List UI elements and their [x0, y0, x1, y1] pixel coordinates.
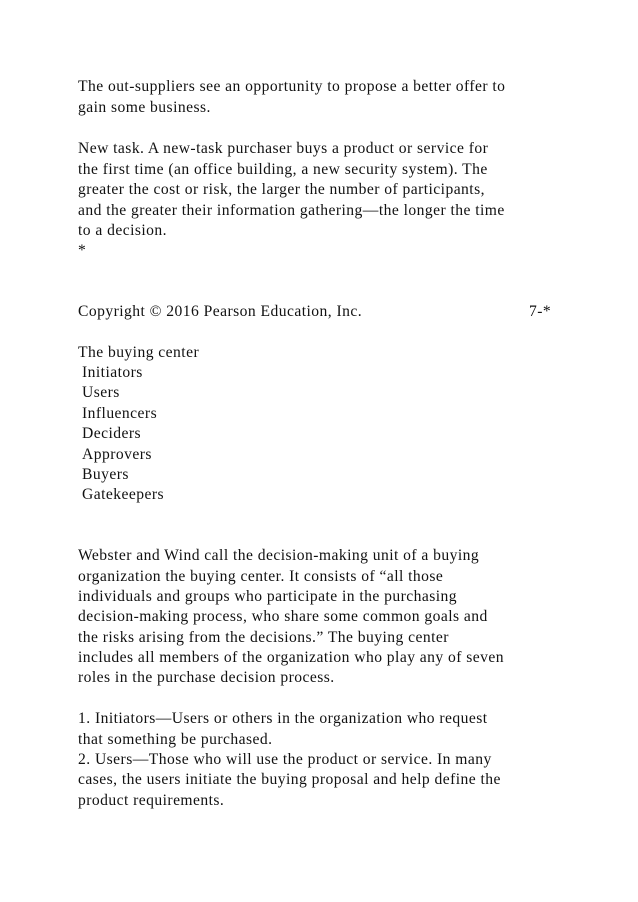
paragraph-line: greater the cost or risk, the larger the number of participants,	[78, 181, 485, 198]
paragraph-line: gain some business.	[78, 99, 211, 116]
list-item: Deciders	[82, 425, 142, 442]
list-item: Approvers	[82, 446, 152, 463]
list-item: Gatekeepers	[82, 486, 165, 503]
paragraph-line: 2. Users—Those who will use the product or service. In many	[78, 751, 492, 768]
paragraph-line: the first time (an office building, a new security system). The	[78, 161, 488, 178]
slide-title: The buying center	[78, 344, 200, 361]
asterisk-marker: *	[78, 242, 87, 259]
paragraph-line: and the greater their information gathering—the longer the time	[78, 202, 505, 219]
paragraph-line: New task. A new-task purchaser buys a product or service for	[78, 140, 489, 157]
slide-number: 7-*	[529, 303, 552, 320]
list-item: Initiators	[82, 364, 143, 381]
list-item: Users	[82, 384, 120, 401]
list-item: Influencers	[82, 405, 158, 422]
paragraph-line: Webster and Wind call the decision-making unit of a buying	[78, 547, 480, 564]
paragraph-line: 1. Initiators—Users or others in the organization who request	[78, 710, 488, 727]
paragraph-line: The out-suppliers see an opportunity to propose a better offer to	[78, 78, 506, 95]
paragraph-line: cases, the users initiate the buying proposal and help define the	[78, 771, 501, 788]
paragraph-line: includes all members of the organization who play any of seven	[78, 649, 505, 666]
copyright-notice: Copyright © 2016 Pearson Education, Inc.	[78, 303, 363, 320]
paragraph-line: the risks arising from the decisions.” The buying center	[78, 629, 449, 646]
paragraph-line: that something be purchased.	[78, 731, 273, 748]
paragraph-line: decision-making process, who share some common goals and	[78, 608, 488, 625]
paragraph-line: product requirements.	[78, 792, 225, 809]
paragraph-line: roles in the purchase decision process.	[78, 669, 335, 686]
list-item: Buyers	[82, 466, 129, 483]
paragraph-line: individuals and groups who participate in the purchasing	[78, 588, 458, 605]
paragraph-line: organization the buying center. It consists of “all those	[78, 568, 444, 585]
paragraph-line: to a decision.	[78, 222, 168, 239]
